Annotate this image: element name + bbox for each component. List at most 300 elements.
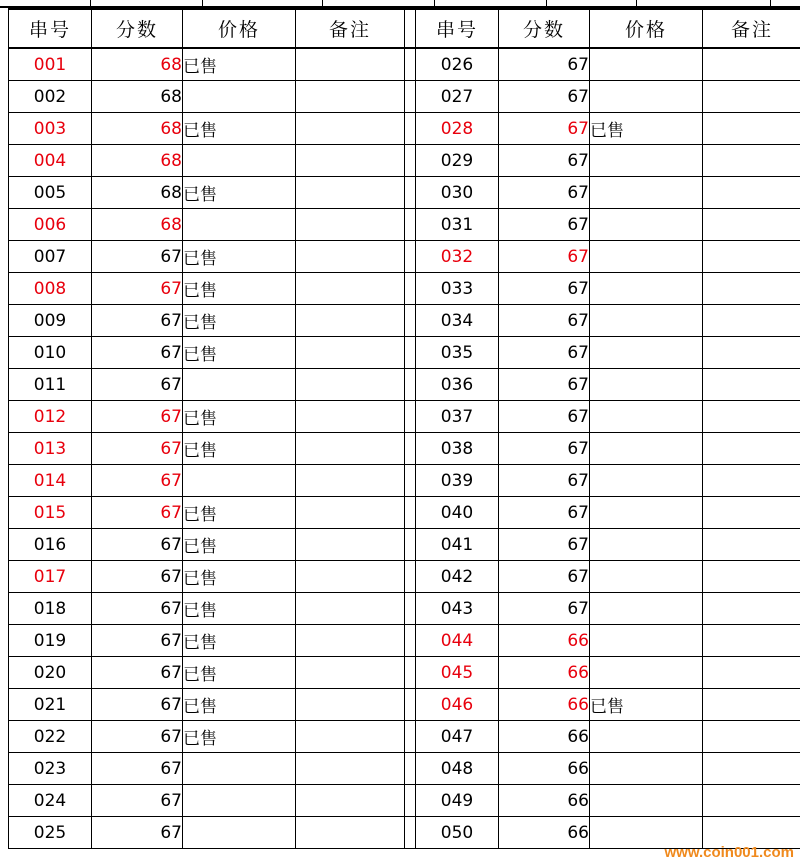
column-gap [405,369,416,401]
cell-score [92,177,183,209]
cell-score [499,177,590,209]
cell-score-text: 67 [160,822,182,843]
cell-id [9,593,92,625]
cell-id-text: 033 [440,278,474,299]
cell-price [183,209,296,241]
cell-score-text: 68 [160,214,182,235]
cell-price [183,369,296,401]
cell-id-text: 030 [440,182,474,203]
cell-id-text: 020 [33,662,67,683]
cell-score [92,689,183,721]
cell-id [416,497,499,529]
cell-price [590,561,703,593]
cell-note [296,48,405,81]
cell-price [590,369,703,401]
cell-price [590,305,703,337]
cell-price-text: 已售 [183,569,217,589]
header-price-left: 价格 [183,9,296,48]
column-gap [405,305,416,337]
table-row [9,48,800,81]
cell-id [9,817,92,849]
cell-score-text: 67 [567,438,589,459]
cell-score [92,369,183,401]
cell-score-text: 66 [567,726,589,747]
table-top-edge [0,0,800,8]
cell-score [499,593,590,625]
cell-note [296,209,405,241]
table-row [9,369,800,401]
cell-price-text: 已售 [183,185,217,205]
cell-price [590,657,703,689]
cell-note [296,241,405,273]
cell-note [703,81,800,113]
table-row [9,497,800,529]
cell-score [92,721,183,753]
cell-id-text: 039 [440,470,474,491]
cell-note [296,81,405,113]
cell-id-text: 002 [33,86,67,107]
table-row [9,785,800,817]
header-score-left: 分数 [92,9,183,48]
cell-score [499,561,590,593]
header-id-left: 串号 [9,9,92,48]
cell-price [590,209,703,241]
cell-id-text: 047 [440,726,474,747]
cell-id-text: 032 [440,246,474,267]
cell-id [416,337,499,369]
cell-score-text: 67 [567,598,589,619]
cell-price [590,113,703,145]
cell-score [499,497,590,529]
cell-score [92,785,183,817]
cell-price-text: 已售 [183,409,217,429]
table-row [9,561,800,593]
cell-score [499,721,590,753]
cell-id-text: 041 [440,534,474,555]
cell-score-text: 67 [567,214,589,235]
cell-note [296,177,405,209]
table-row [9,209,800,241]
cell-id [9,657,92,689]
cell-price-text: 已售 [183,665,217,685]
cell-score-text: 67 [160,502,182,523]
cell-price [183,401,296,433]
column-gap [405,817,416,849]
cell-score [92,337,183,369]
table-header-row [9,9,800,48]
cell-id [9,561,92,593]
column-gap [405,721,416,753]
cell-note [703,369,800,401]
cell-score [92,81,183,113]
cell-score-text: 67 [567,470,589,491]
cell-score-text: 67 [567,182,589,203]
cell-id [9,305,92,337]
table-row [9,177,800,209]
cell-score [92,209,183,241]
cell-score [499,529,590,561]
cell-id-text: 009 [33,310,67,331]
cell-note [703,177,800,209]
cell-id-text: 044 [440,630,474,651]
cell-id [9,785,92,817]
cell-id [9,273,92,305]
cell-note [296,497,405,529]
cell-id-text: 046 [440,694,474,715]
cell-id-text: 049 [440,790,474,811]
cell-price [183,433,296,465]
cell-note [703,689,800,721]
cell-id-text: 011 [33,374,67,395]
cell-id [416,433,499,465]
cell-note [703,305,800,337]
cell-score-text: 67 [567,502,589,523]
header-id-right: 串号 [416,9,499,48]
table-row [9,145,800,177]
cell-id [416,625,499,657]
cell-score [92,465,183,497]
cell-id-text: 021 [33,694,67,715]
cell-price [183,337,296,369]
cell-id [416,465,499,497]
cell-id-text: 004 [33,150,67,171]
cell-id-text: 035 [440,342,474,363]
cell-score [92,273,183,305]
cell-id-text: 007 [33,246,67,267]
cell-score [499,433,590,465]
cell-score [92,561,183,593]
cell-price [590,689,703,721]
cell-price [183,785,296,817]
cell-id [9,241,92,273]
cell-price [590,337,703,369]
column-gap [405,145,416,177]
cell-id-text: 028 [440,118,474,139]
cell-price-text: 已售 [183,313,217,333]
cell-score-text: 68 [160,118,182,139]
column-gap [405,48,416,81]
cell-score [92,593,183,625]
cell-note [296,593,405,625]
cell-score [499,305,590,337]
cell-score-text: 67 [567,118,589,139]
cell-note [703,113,800,145]
cell-id [416,113,499,145]
column-gap [405,113,416,145]
cell-price [183,81,296,113]
column-gap [405,529,416,561]
cell-note [703,529,800,561]
cell-id [416,785,499,817]
cell-score [499,241,590,273]
cell-id-text: 042 [440,566,474,587]
cell-score-text: 67 [567,566,589,587]
cell-score-text: 67 [160,470,182,491]
cell-price [590,177,703,209]
cell-id-text: 017 [33,566,67,587]
cell-score-text: 66 [567,662,589,683]
cell-id [9,209,92,241]
column-gap [405,177,416,209]
cell-note [296,337,405,369]
cell-price [590,753,703,785]
cell-price [183,497,296,529]
cell-score [499,689,590,721]
cell-price-text: 已售 [183,281,217,301]
table-row [9,689,800,721]
column-gap [405,785,416,817]
cell-id [416,529,499,561]
cell-id-text: 019 [33,630,67,651]
cell-id [416,721,499,753]
header-score-right: 分数 [499,9,590,48]
cell-price [183,753,296,785]
cell-id [416,369,499,401]
cell-price [183,817,296,849]
cell-price-text: 已售 [183,633,217,653]
cell-score-text: 67 [160,438,182,459]
cell-id-text: 015 [33,502,67,523]
cell-note [703,209,800,241]
cell-score [499,113,590,145]
cell-note [703,48,800,81]
cell-price [183,689,296,721]
table-row [9,753,800,785]
cell-score [92,401,183,433]
cell-price [590,625,703,657]
cell-price [590,401,703,433]
cell-id [9,529,92,561]
cell-price-text: 已售 [183,441,217,461]
cell-score-text: 67 [160,310,182,331]
cell-id-text: 016 [33,534,67,555]
column-gap [405,209,416,241]
cell-note [296,273,405,305]
column-gap [405,689,416,721]
cell-id [9,369,92,401]
cell-score-text: 67 [160,726,182,747]
table-row [9,337,800,369]
cell-id [416,817,499,849]
cell-id-text: 012 [33,406,67,427]
cell-price [183,273,296,305]
serial-score-table [8,8,800,849]
cell-note [296,529,405,561]
column-gap [405,401,416,433]
cell-id [9,337,92,369]
cell-id-text: 029 [440,150,474,171]
cell-score [92,753,183,785]
cell-score [92,433,183,465]
cell-note [703,561,800,593]
cell-score [92,529,183,561]
cell-score [499,337,590,369]
cell-note [703,497,800,529]
cell-note [296,625,405,657]
cell-id-text: 014 [33,470,67,491]
cell-note [703,657,800,689]
cell-score [499,273,590,305]
cell-id-text: 005 [33,182,67,203]
cell-id-text: 034 [440,310,474,331]
cell-score-text: 66 [567,790,589,811]
cell-id [9,753,92,785]
cell-score-text: 67 [567,54,589,75]
table-row [9,593,800,625]
cell-price [183,48,296,81]
cell-id [416,689,499,721]
cell-price [590,497,703,529]
cell-score [92,305,183,337]
cell-score-text: 68 [160,150,182,171]
cell-id [9,401,92,433]
cell-note [296,657,405,689]
column-gap [405,273,416,305]
table-row [9,433,800,465]
cell-price-text: 已售 [183,249,217,269]
cell-price-text: 已售 [183,121,217,141]
cell-id [416,209,499,241]
cell-price [590,145,703,177]
cell-score [92,497,183,529]
cell-price [183,625,296,657]
cell-id-text: 013 [33,438,67,459]
cell-score [92,625,183,657]
cell-score-text: 67 [160,790,182,811]
cell-score [499,817,590,849]
cell-id [416,241,499,273]
cell-score-text: 67 [567,86,589,107]
column-gap [405,625,416,657]
cell-price [590,48,703,81]
cell-score-text: 67 [160,406,182,427]
cell-note [703,273,800,305]
cell-score [92,48,183,81]
cell-note [703,401,800,433]
cell-price-text: 已售 [183,505,217,525]
cell-note [296,753,405,785]
cell-id-text: 045 [440,662,474,683]
cell-score-text: 68 [160,182,182,203]
cell-score-text: 67 [567,406,589,427]
column-gap [405,337,416,369]
table-row [9,241,800,273]
cell-price [183,305,296,337]
cell-score-text: 67 [160,278,182,299]
cell-id [416,753,499,785]
table-row [9,625,800,657]
cell-note [296,145,405,177]
cell-price [183,561,296,593]
cell-score-text: 67 [160,246,182,267]
cell-id-text: 040 [440,502,474,523]
cell-id-text: 003 [33,118,67,139]
cell-id [9,689,92,721]
cell-id-text: 027 [440,86,474,107]
cell-price [183,657,296,689]
cell-score-text: 67 [160,598,182,619]
cell-note [703,721,800,753]
cell-id [416,561,499,593]
cell-score-text: 67 [160,662,182,683]
cell-price [590,465,703,497]
cell-id [416,401,499,433]
table-row [9,401,800,433]
column-gap [405,241,416,273]
cell-price [183,145,296,177]
cell-note [703,433,800,465]
cell-score-text: 67 [160,374,182,395]
cell-id-text: 036 [440,374,474,395]
cell-score-text: 67 [160,694,182,715]
cell-price [590,81,703,113]
cell-score-text: 67 [567,150,589,171]
cell-id [9,177,92,209]
cell-score [499,48,590,81]
cell-note [703,753,800,785]
cell-note [296,785,405,817]
cell-id-text: 024 [33,790,67,811]
column-gap [405,593,416,625]
cell-price [183,721,296,753]
cell-id-text: 038 [440,438,474,459]
cell-score [499,369,590,401]
cell-price-text: 已售 [590,697,624,717]
cell-note [703,145,800,177]
cell-id [416,81,499,113]
cell-price-text: 已售 [183,57,217,77]
table-row [9,657,800,689]
cell-id-text: 048 [440,758,474,779]
cell-id-text: 010 [33,342,67,363]
table-row [9,81,800,113]
cell-id-text: 043 [440,598,474,619]
cell-note [296,561,405,593]
cell-id-text: 022 [33,726,67,747]
cell-note [703,337,800,369]
cell-score [499,401,590,433]
column-gap [405,9,416,48]
cell-id-text: 006 [33,214,67,235]
cell-score [92,817,183,849]
cell-price [183,177,296,209]
cell-score [499,465,590,497]
cell-note [703,465,800,497]
cell-id [9,145,92,177]
cell-score [92,113,183,145]
cell-id [9,497,92,529]
cell-note [296,817,405,849]
cell-score [92,145,183,177]
cell-score-text: 66 [567,758,589,779]
cell-note [296,401,405,433]
cell-note [296,369,405,401]
cell-id-text: 037 [440,406,474,427]
column-gap [405,497,416,529]
cell-score-text: 67 [567,246,589,267]
column-gap [405,465,416,497]
cell-score [499,209,590,241]
table-row [9,465,800,497]
column-gap [405,657,416,689]
column-gap [405,81,416,113]
cell-price [183,465,296,497]
cell-id [9,465,92,497]
cell-id [9,625,92,657]
cell-id-text: 008 [33,278,67,299]
cell-id-text: 026 [440,54,474,75]
header-note-right: 备注 [703,9,800,48]
